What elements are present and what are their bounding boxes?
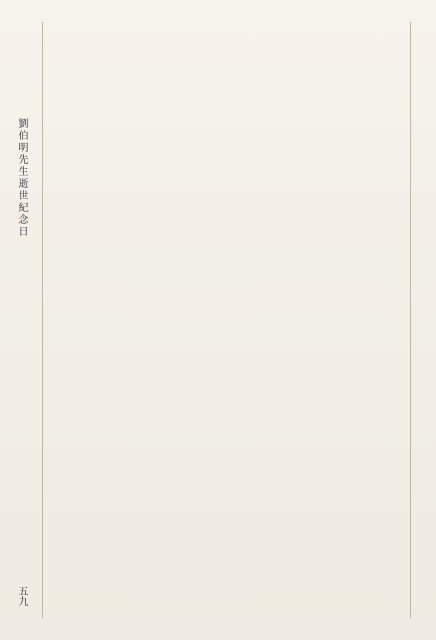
text-line bbox=[57, 24, 80, 616]
page-number: 五九 bbox=[16, 586, 27, 606]
text-line bbox=[80, 24, 103, 616]
text-line bbox=[379, 24, 402, 616]
running-header: 劉伯明先生逝世紀念日 bbox=[16, 118, 27, 238]
text-line bbox=[356, 24, 379, 616]
text-line bbox=[241, 24, 264, 616]
body-text bbox=[50, 24, 402, 616]
text-line bbox=[195, 24, 218, 616]
text-line bbox=[287, 24, 310, 616]
text-line bbox=[310, 24, 333, 616]
text-line bbox=[126, 24, 149, 616]
right-margin-rule bbox=[410, 22, 411, 618]
text-line bbox=[149, 24, 172, 616]
text-line bbox=[333, 24, 356, 616]
text-line bbox=[172, 24, 195, 616]
left-margin-rule bbox=[42, 22, 43, 618]
text-line bbox=[218, 24, 241, 616]
text-line bbox=[103, 24, 126, 616]
text-line bbox=[264, 24, 287, 616]
